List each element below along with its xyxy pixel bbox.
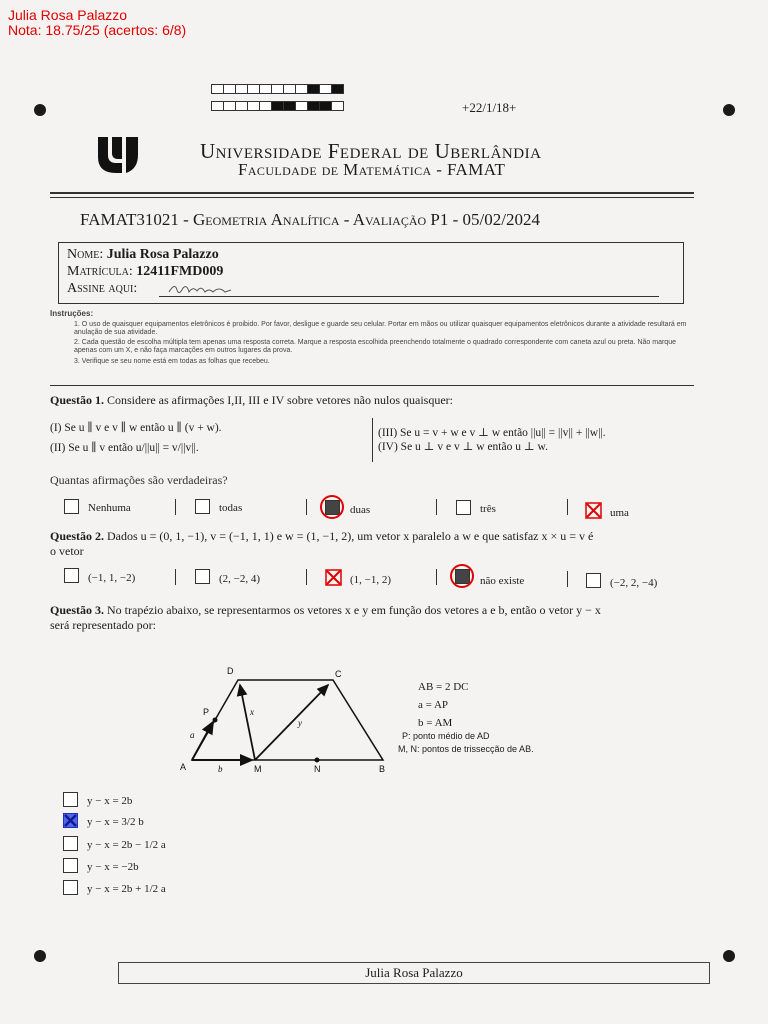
- punch-hole: [34, 104, 46, 116]
- label-P: P: [203, 707, 210, 717]
- q2-option-checkbox[interactable]: [586, 573, 601, 588]
- label-vec-x: x: [250, 707, 254, 717]
- grader-student-name: Julia Rosa Palazzo: [8, 7, 128, 23]
- diagram-point-notes: [398, 730, 534, 756]
- q1-stmt-2: (II) Se u ∥ v então u/||u|| = v/||v||.: [50, 442, 199, 454]
- wrong-mark-x-icon: [325, 569, 342, 586]
- matricula-value: 12411FMD009: [136, 264, 224, 279]
- trapezoid-outline: [192, 680, 383, 760]
- option-separator: [175, 499, 176, 515]
- name-value: Julia Rosa Palazzo: [106, 247, 219, 262]
- label-D: D: [227, 666, 234, 676]
- q1-option-checkbox[interactable]: [195, 499, 210, 514]
- option-separator: [306, 499, 307, 515]
- divider: [50, 385, 694, 386]
- note-b: b = AM: [418, 717, 453, 729]
- q3-option-label: y − x = 2b + 1/2 a: [87, 883, 166, 895]
- footer-name-box: [118, 962, 710, 984]
- q2-option-label: (2, −2, 4): [219, 573, 261, 585]
- faculty-name: Faculdade de Matemática - FAMAT: [238, 160, 506, 179]
- punch-hole: [34, 950, 46, 962]
- q1-title: Questão 1.: [50, 393, 104, 407]
- q3-option-checkbox-filled[interactable]: [63, 813, 78, 828]
- q1-question: Quantas afirmações são verdadeiras?: [50, 473, 228, 487]
- q1-stmt-divider: [372, 418, 373, 462]
- university-name: Universidade Federal de Uberlândia: [200, 139, 542, 163]
- grader-block: [8, 8, 186, 38]
- label-B: B: [379, 764, 386, 774]
- correct-answer-circle: [450, 564, 474, 588]
- q2-option-checkbox[interactable]: [195, 569, 210, 584]
- label-M: M: [254, 764, 262, 774]
- q1-prompt: Considere as afirmações I,II, III e IV sobre vetores não nulos quaisquer:: [107, 393, 453, 407]
- label-C: C: [335, 669, 342, 679]
- point-N: [315, 758, 320, 763]
- instruction-item: 1. O uso de quaisquer equipamentos eletrônicos é proibido. Por favor, desligue e guarde seu celular. Portar em mãos ou utilizar quaisquer equipamentos eletrônicos durante a atividade resultará em anulação de sua atividade.: [74, 321, 687, 336]
- option-separator: [175, 569, 176, 585]
- q1-option-label: três: [480, 503, 496, 515]
- label-A: A: [180, 762, 187, 772]
- q2-option-label: (−2, 2, −4): [610, 577, 658, 589]
- trapezoid-diagram: [170, 660, 410, 780]
- option-separator: [567, 571, 568, 587]
- option-separator: [436, 569, 437, 585]
- matricula-label: Matrícula:: [67, 264, 133, 279]
- q1-option-checkbox[interactable]: [456, 500, 471, 515]
- grader-grade: Nota: 18.75/25 (acertos: 6/8): [8, 22, 187, 38]
- q1-option-label: uma: [610, 507, 629, 519]
- q3-option-label: y − x = 2b: [87, 795, 133, 807]
- vector-y: [255, 685, 328, 760]
- q2-option-checkbox[interactable]: [64, 568, 79, 583]
- code-boxes-row-1: [211, 84, 343, 94]
- q3-option-label: y − x = 3/2 b: [87, 816, 144, 828]
- q1-option-label: todas: [219, 502, 243, 514]
- q3-prompt: No trapézio abaixo, se representarmos os vetores x e y em função dos vetores a e b, então o vetor y − x: [107, 603, 601, 617]
- divider: [50, 197, 694, 198]
- note-ab: AB = 2 DC: [418, 681, 469, 693]
- q1-stmt-3: (III) Se u = v + w e v ⊥ w então ||u|| = ||v|| + ||w||.: [378, 427, 606, 439]
- q2-option-label: não existe: [480, 575, 525, 587]
- footer-name: Julia Rosa Palazzo: [365, 965, 463, 980]
- instructions-title: Instruções:: [50, 309, 94, 318]
- q3-header: [50, 603, 710, 618]
- punch-hole: [723, 950, 735, 962]
- diagram-notes: [418, 678, 469, 732]
- q3-prompt-cont: será representado por:: [50, 618, 156, 632]
- q3-option-label: y − x = 2b − 1/2 a: [87, 839, 166, 851]
- q2-prompt: Dados u = (0, 1, −1), v = (−1, 1, 1) e w = (1, −1, 2), um vetor x paralelo a w e que satisfaz x × u = v é: [107, 529, 594, 543]
- option-separator: [567, 499, 568, 515]
- q1-header: [50, 393, 453, 408]
- label-vec-y: y: [298, 718, 302, 728]
- q1-stmt-1: (I) Se u ∥ v e v ∥ w então u ∥ (v + w).: [50, 422, 222, 434]
- q3-option-checkbox[interactable]: [63, 792, 78, 807]
- q3-option-label: y − x = −2b: [87, 861, 139, 873]
- option-separator: [436, 499, 437, 515]
- code-label: +22/1/18+: [462, 100, 517, 115]
- wrong-mark-x-icon: [585, 502, 602, 519]
- label-vec-a: a: [190, 730, 195, 740]
- vector-x: [240, 685, 255, 760]
- note-mn: M, N: pontos de trissecção de AB.: [398, 744, 534, 754]
- q2-option-label: (1, −1, 2): [350, 574, 392, 586]
- q3-option-checkbox[interactable]: [63, 858, 78, 873]
- instruction-item: 2. Cada questão de escolha múltipla tem apenas uma resposta correta. Marque a resposta escolhida preenchendo totalmente o quadrado correspondente com caneta azul ou preta. Não marque apenas com um X, e não faça marcações em outros lugares da prova.: [74, 339, 676, 354]
- label-vec-b: b: [218, 764, 223, 774]
- option-separator: [306, 569, 307, 585]
- name-label: Nome:: [67, 247, 104, 262]
- sign-row: [67, 281, 137, 297]
- instruction-item: 3. Verifique se seu nome está em todas as folhas que recebeu.: [74, 358, 270, 365]
- q1-option-label: Nenhuma: [88, 502, 131, 514]
- q1-option-checkbox[interactable]: [64, 499, 79, 514]
- q2-title: Questão 2.: [50, 529, 104, 543]
- q1-option-label: duas: [350, 504, 371, 516]
- note-p: P: ponto médio de AD: [402, 731, 490, 741]
- punch-hole: [723, 104, 735, 116]
- note-a: a = AP: [418, 699, 449, 711]
- exam-title: FAMAT31021 - Geometria Analítica - Avaliação P1 - 05/02/2024: [80, 210, 540, 229]
- ufu-logo: [92, 133, 144, 177]
- correct-answer-circle: [320, 495, 344, 519]
- handwritten-signature: [167, 280, 237, 298]
- q3-title: Questão 3.: [50, 603, 104, 617]
- vector-a: [192, 722, 213, 760]
- divider: [50, 192, 694, 194]
- name-row: [67, 247, 219, 263]
- q2-prompt-cont: o vetor: [50, 544, 84, 558]
- sign-label: Assine aqui:: [67, 281, 138, 296]
- q1-stmt-4: (IV) Se u ⊥ v e v ⊥ w então u ⊥ w.: [378, 441, 548, 453]
- student-info-box: [58, 242, 684, 304]
- q2-header: [50, 529, 710, 544]
- q3-option-checkbox[interactable]: [63, 836, 78, 851]
- label-N: N: [314, 764, 321, 774]
- blue-x-mark-icon: [64, 814, 77, 827]
- code-boxes-row-2: [211, 101, 343, 111]
- q3-option-checkbox[interactable]: [63, 880, 78, 895]
- point-P: [213, 718, 218, 723]
- q2-option-label: (−1, 1, −2): [88, 572, 136, 584]
- matricula-row: [67, 264, 223, 280]
